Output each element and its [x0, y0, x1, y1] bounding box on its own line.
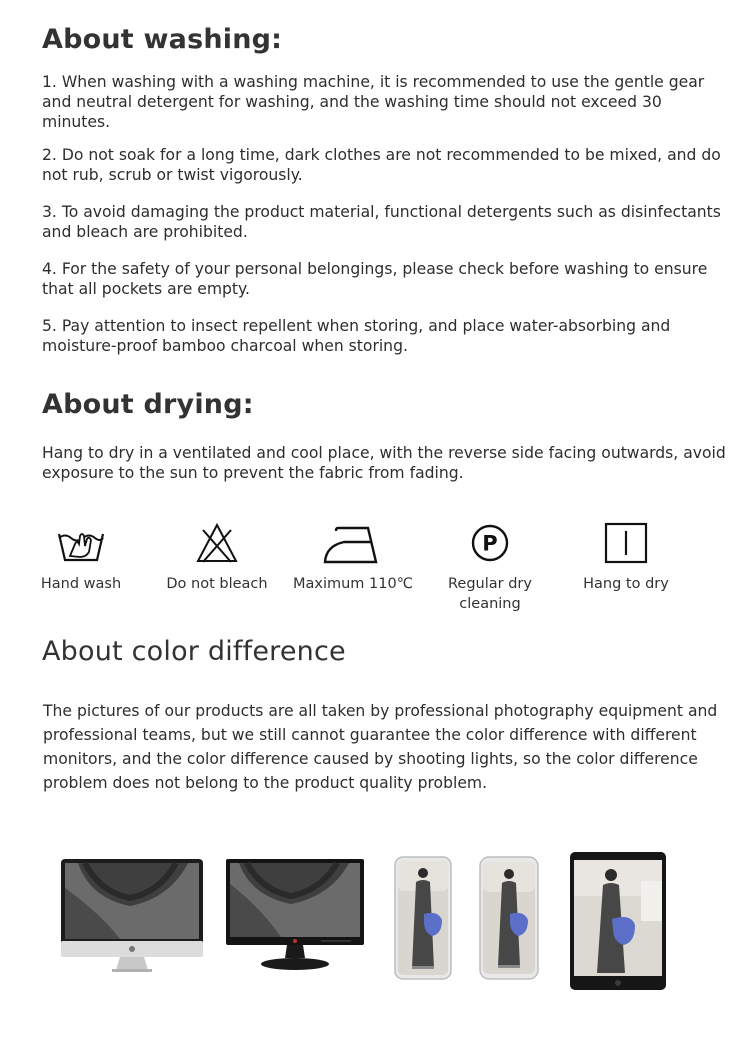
- drying-text: Hang to dry in a ventilated and cool place, with the reverse side facing outwards, avoid exposure to the sun to prevent the fabric from fading.: [42, 444, 726, 482]
- washing-item-4: 4. For the safety of your personal belongings, please check before washing to ensure that all pockets are empty.: [42, 260, 708, 298]
- phone-device: [394, 856, 452, 980]
- monitor-device: [225, 858, 365, 974]
- washing-title: About washing:: [42, 24, 283, 55]
- care-label: Do not bleach: [166, 576, 268, 592]
- care-label: Hang to dry: [583, 576, 669, 592]
- svg-text:P: P: [482, 531, 498, 556]
- care-hang-dry: [578, 522, 674, 594]
- washing-item-1: 1. When washing with a washing machine, it is recommended to use the gentle gear and neutral detergent for washing, and the washing time should not exceed 30 minutes.: [42, 73, 705, 131]
- care-no-bleach: [165, 522, 269, 594]
- care-label: Regular dry cleaning: [448, 576, 532, 612]
- hand-wash-icon: [56, 522, 106, 564]
- color-title: About color difference: [42, 636, 346, 667]
- dry-clean-p-icon: [469, 522, 511, 564]
- washing-item-5: 5. Pay attention to insect repellent when storing, and place water-absorbing and moisture-proof bamboo charcoal when storing.: [42, 317, 671, 355]
- do-not-bleach-icon: [195, 522, 239, 564]
- care-label: Maximum 110℃: [292, 576, 413, 592]
- phone-device: [479, 856, 539, 980]
- care-dry-clean: [440, 522, 540, 614]
- tablet-device: [569, 851, 667, 991]
- iron-icon: [322, 522, 384, 564]
- hang-dry-icon: [604, 522, 648, 564]
- washing-item-2: 2. Do not soak for a long time, dark clothes are not recommended to be mixed, and do not rub, scrub or twist vigorously.: [42, 146, 721, 184]
- care-iron: [290, 522, 416, 594]
- care-hand-wash: [30, 522, 132, 594]
- care-label: Hand wash: [40, 576, 122, 592]
- color-text: The pictures of our products are all taken by professional photography equipment and professional teams, but we still cannot guarantee the color difference with different monitors, and the color difference caused by shooting lights, so the color difference problem does not belong to the product quality problem.: [43, 702, 718, 792]
- imac-device: [60, 858, 204, 974]
- washing-item-3: 3. To avoid damaging the product material, functional detergents such as disinfectants and bleach are prohibited.: [42, 203, 721, 241]
- drying-title: About drying:: [42, 389, 254, 420]
